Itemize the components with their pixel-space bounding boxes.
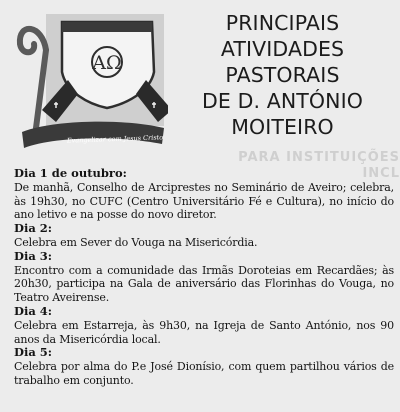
article-title	[170, 10, 395, 140]
emblem-motto: Evangelizar com Jesus Cristo	[66, 133, 164, 145]
agenda-day: Dia 2:	[14, 221, 53, 236]
agenda-text: Celebra em Sever do Vouga na Misericórdia.	[14, 235, 258, 249]
agenda-text: De manhã, Conselho de Arciprestes no Seminário de Aveiro; celebra, às 19h30, no CUFC (Centro Universitário Fé e Cultura), no início do ano letivo e na posse do novo diretor.	[14, 180, 394, 222]
episcopal-coat-of-arms-icon	[12, 10, 168, 152]
agenda-day: Dia 5:	[14, 345, 53, 360]
ghost-line: INCL	[362, 166, 400, 181]
agenda-day: Dia 3:	[14, 248, 53, 263]
agenda-day: Dia 1 de outubro:	[14, 166, 127, 180]
agenda-entry	[4, 167, 394, 222]
agenda-entry	[4, 250, 394, 305]
agenda-text: Encontro com a comunidade das Irmãs Doroteias em Recardães; às 20h30, participa na Gala de aniversário das Florinhas do Vouga, no Teatro Aveirense.	[14, 263, 394, 305]
agenda-text: Celebra por alma do P.e José Dionísio, com quem partilhou vários de trabalho em conjunto.	[14, 360, 394, 387]
agenda-entry	[4, 346, 394, 387]
ghost-line: PARA INSTITUIÇÕES	[238, 150, 400, 165]
monogram-text: AΩ	[92, 52, 122, 74]
agenda-entry	[4, 305, 394, 346]
agenda-text: Celebra em Estarreja, às 9h30, na Igreja de Santo António, nos 90 anos da Misericórdia local.	[14, 318, 394, 346]
title-line: DE D. ANTÓNIO	[202, 89, 363, 113]
agenda-day: Dia 4:	[14, 303, 53, 318]
title-line: MOITEIRO	[231, 115, 334, 139]
title-line: PRINCIPAIS	[225, 11, 340, 35]
title-line: PASTORAIS	[225, 63, 340, 87]
title-line: ATIVIDADES	[220, 37, 345, 61]
agenda-list	[4, 167, 394, 388]
agenda-entry	[4, 222, 394, 250]
